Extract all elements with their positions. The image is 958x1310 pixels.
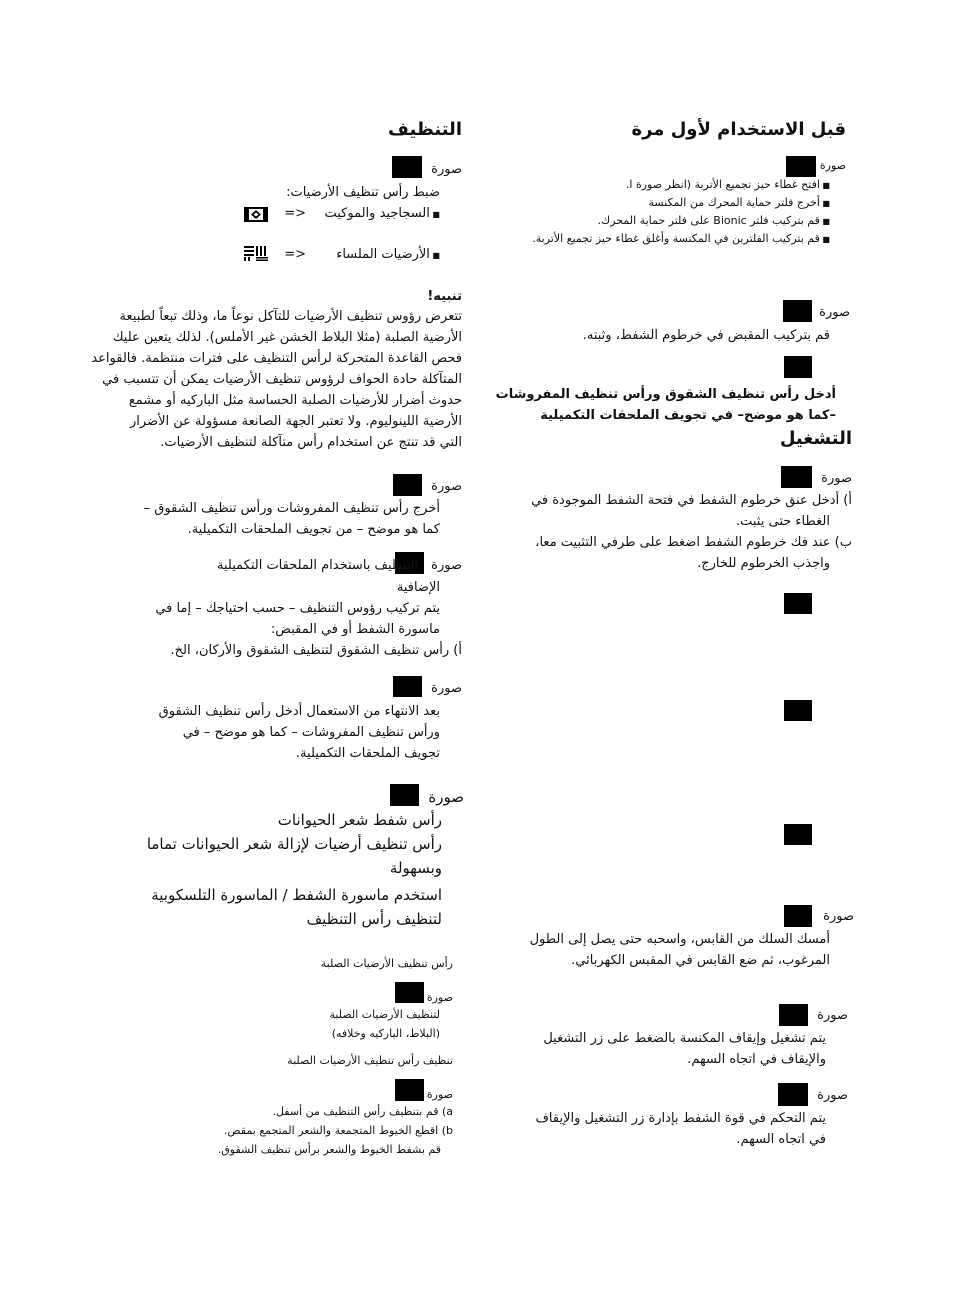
hard-floor-setting-icon	[244, 246, 268, 261]
paragraph: قم بتركيب المقبض في خرطوم الشفط، وثبته.	[582, 328, 830, 343]
figure-label: صورة	[817, 1088, 848, 1103]
subsection-title: تنظيف رأس تنظيف الأرضيات الصلبة	[287, 1054, 453, 1067]
figure-label: صورة	[819, 305, 850, 320]
warning-line: التي قد تنتج عن استخدام رأس متآكلة لتنظيف الأرضيات.	[160, 435, 462, 450]
step: b) اقطع الخيوط المتجمعة والشعر المتجمع بمقص.	[223, 1124, 453, 1137]
figure-placeholder	[393, 474, 422, 496]
figure-placeholder	[784, 593, 812, 614]
figure-placeholder	[783, 300, 812, 322]
paragraph: تجويف الملحقات التكميلية.	[295, 746, 440, 761]
paragraph: يتم التحكم في قوة الشفط بإدارة زر التشغيل والإيقاف	[535, 1111, 826, 1126]
paragraph: يتم تشغيل وإيقاف المكنسة بالضغط على زر التشغيل	[543, 1031, 826, 1046]
step-b: واجذب الخرطوم للخارج.	[697, 556, 830, 571]
step-b: ب) عند فك خرطوم الشفط اضغط على طرفي التثبيت معا،	[535, 535, 852, 550]
paragraph: يتم تركيب رؤوس التنظيف – حسب احتياجك – إما في	[155, 601, 440, 616]
arrow: <=	[284, 206, 306, 221]
list-item-carpets: ■ السجاجيد والموكيت	[324, 203, 440, 225]
figure-placeholder	[784, 356, 812, 378]
figure-label: صورة	[431, 162, 462, 177]
figure-label: صورة	[428, 788, 464, 806]
figure-label: صورة	[821, 471, 852, 486]
paragraph: أخرج رأس تنظيف المفروشات ورأس تنظيف الشقوق –	[143, 501, 440, 516]
paragraph: (البلاط، الباركيه وخلافه)	[331, 1027, 440, 1040]
paragraph: بعد الانتهاء من الاستعمال أدخل رأس تنظيف الشقوق	[158, 704, 440, 719]
step-a: الغطاء حتى يثبت.	[735, 514, 830, 529]
warning-line: المتآكلة حادة الحواف لرؤوس تنظيف الأرضيات يمكن أن تتسبب في	[102, 372, 462, 387]
subsection-title: الإضافية	[396, 580, 440, 595]
paragraph: –كما هو موضح– في تجويف الملحقات التكميلية	[540, 408, 836, 423]
figure-label: صورة	[431, 558, 462, 573]
warning-title: تنبيه!	[427, 289, 462, 304]
subsection-title: رأس شفط شعر الحيوانات	[277, 811, 442, 829]
figure-label: صورة	[431, 479, 462, 494]
figure-placeholder	[781, 466, 812, 488]
carpet-setting-icon	[244, 207, 268, 222]
paragraph: ماسورة الشفط أو في المقبض:	[270, 622, 440, 637]
section-title-cleaning: التنظيف	[388, 119, 462, 140]
paragraph: ضبط رأس تنظيف الأرضيات:	[286, 185, 440, 200]
figure-placeholder	[784, 700, 812, 721]
list-item: ■ قم بتركيب فلتر Bionic على فلتر حماية المحرك.	[598, 212, 830, 231]
figure-placeholder	[390, 784, 419, 806]
paragraph: رأس تنظيف أرضيات لإزالة شعر الحيوانات تماما	[146, 835, 442, 853]
paragraph: وبسهولة	[389, 859, 442, 877]
figure-placeholder	[784, 905, 812, 927]
warning-line: تتعرض رؤوس تنظيف الأرضيات للتآكل نوعاً ما، وذلك تبعاً لطبيعة	[119, 309, 462, 324]
list-item-smooth-floors: ■ الأرضيات الملساء	[336, 244, 440, 266]
list-item: أ) رأس تنظيف الشقوق لتنظيف الشقوق والأركان، الخ.	[170, 643, 462, 658]
paragraph: لتنظيف رأس التنظيف	[306, 910, 442, 928]
figure-placeholder	[786, 156, 816, 177]
figure-label: صورة	[823, 909, 854, 924]
paragraph: استخدم ماسورة الشفط / الماسورة التلسكوبية	[151, 886, 442, 904]
figure-label: صورة	[817, 1008, 848, 1023]
paragraph: ورأس تنظيف المفروشات – كما هو موضح – في	[182, 725, 440, 740]
subsection-title: رأس تنظيف الأرضيات الصلبة	[320, 957, 453, 970]
paragraph: لتنظيف الأرضيات الصلبة	[329, 1008, 440, 1021]
figure-placeholder	[395, 1079, 424, 1101]
figure-label: صورة	[426, 1088, 453, 1101]
section-title-before-first-use: قبل الاستخدام لأول مرة	[631, 119, 846, 140]
paragraph: المرغوب، ثم ضع القابس في المقبس الكهربائي.	[571, 953, 830, 968]
figure-placeholder	[778, 1083, 808, 1106]
warning-line: الأرضية اللينوليوم. ولا تعتبر الجهة الصانعة مسؤولة عن الأضرار	[130, 414, 462, 429]
subsection-title: التنظيف باستخدام الملحقات التكميلية	[217, 558, 418, 573]
figure-placeholder	[395, 982, 424, 1003]
figure-label: صورة	[431, 681, 462, 696]
paragraph: أمسك السلك من القابس، واسحبه حتى يصل إلى الطول	[529, 932, 830, 947]
step-a: أ) أدخل عنق خرطوم الشفط في فتحة الشفط الموجودة في	[531, 493, 852, 508]
figure-placeholder	[392, 156, 422, 178]
figure-label: صورة	[426, 991, 453, 1004]
warning-line: حدوث أضرار للأرضيات الصلبة الحساسة مثل الباركيه أو مشمع	[128, 393, 462, 408]
figure-placeholder	[393, 676, 422, 697]
paragraph: أدخل رأس تنظيف الشقوق ورأس تنظيف المفروشات	[495, 387, 836, 402]
paragraph: في اتجاه السهم.	[736, 1132, 826, 1147]
figure-placeholder	[784, 824, 812, 845]
list-item: ■ أخرج فلتر حماية المحرك من المكنسة	[648, 194, 830, 213]
step: a) قم بتنظيف رأس التنظيف من أسفل.	[272, 1105, 453, 1118]
list-item: ■ افتح غطاء حيز تجميع الأتربة (انظر صورة ا.	[626, 176, 830, 195]
paragraph: كما هو موضح – من تجويف الملحقات التكميلية.	[187, 522, 440, 537]
paragraph: والإيقاف في اتجاه السهم.	[687, 1052, 826, 1067]
list-item: ■ قم بتركيب الفلترين في المكنسة وأغلق غطاء حيز تجميع الأتربة.	[532, 230, 830, 249]
warning-line: فحص القاعدة المتحركة لرأس التنظيف على فترات منتظمة. فالقواعد	[91, 351, 462, 366]
warning-line: الأرضية الصلبة (مثلا البلاط الخشن غير الأملس). لذلك يتعين عليك	[112, 330, 462, 345]
section-title-operation: التشغيل	[779, 428, 852, 449]
step: قم بشفط الخيوط والشعر برأس تنظيف الشقوق.	[217, 1143, 441, 1156]
figure-placeholder	[779, 1004, 808, 1026]
figure-label: صورة	[819, 159, 846, 172]
arrow: <=	[284, 247, 306, 262]
